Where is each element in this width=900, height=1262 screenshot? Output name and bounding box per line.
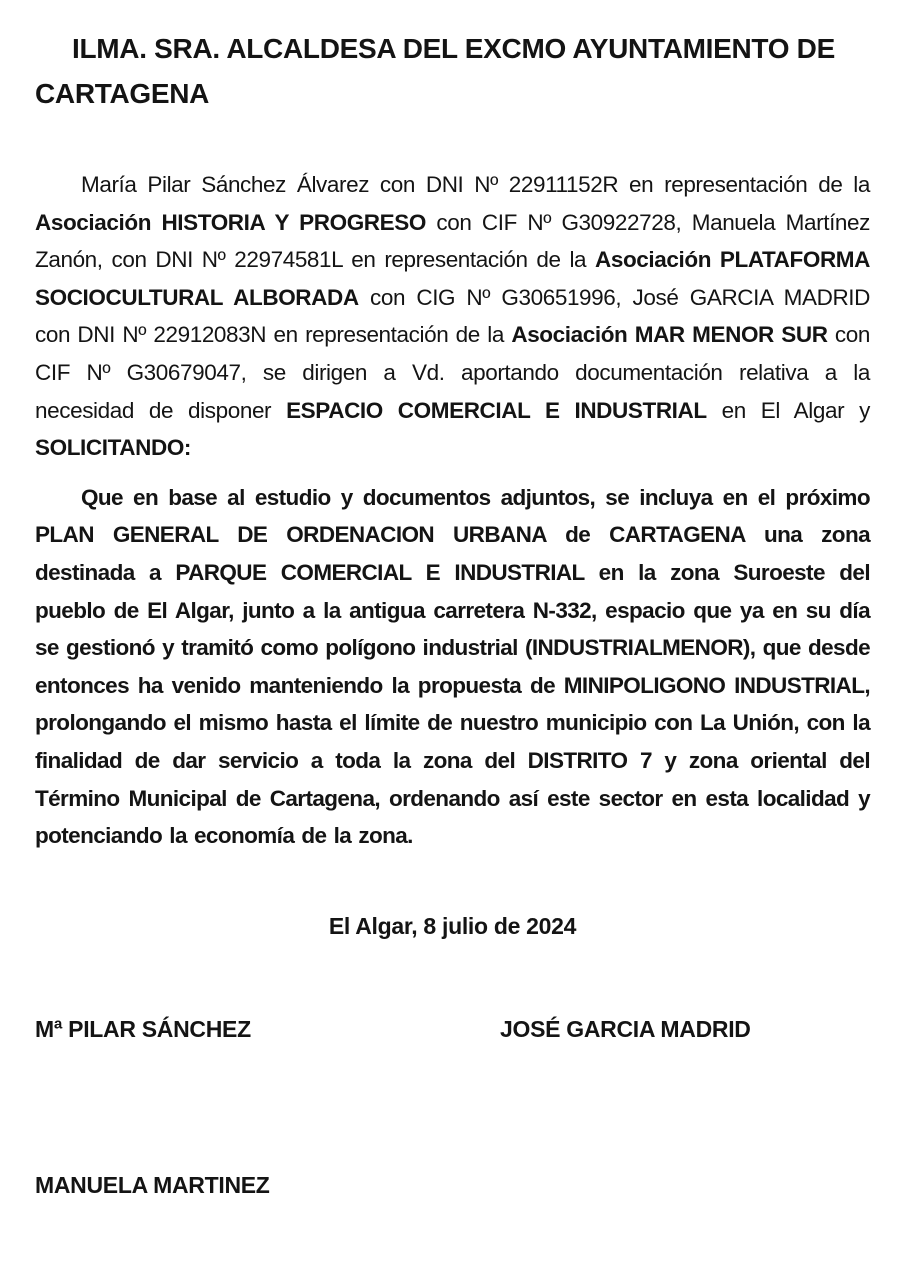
signature-manuela-martinez: MANUELA MARTINEZ [35,1171,270,1198]
signature-jose-garcia-madrid: JOSÉ GARCIA MADRID [500,1015,751,1042]
request-paragraph: Que en base al estudio y documentos adjuntos, se incluya en el próximo PLAN GENERAL DE ORDENACION URBANA de CARTAGENA una zona destinada a PARQUE COMERCIAL E INDUSTRIAL en la zona Suroeste del pueblo de El Algar, junto a la antigua carretera N-332, espacio que ya en su día se gestionó y tramitó como polígono industrial (INDUSTRIALMENOR), que desde entonces ha venido manteniendo la propuesta de MINIPOLIGONO INDUSTRIAL, prolongando el mismo hasta el límite de nuestro municipio con La Unión, con la finalidad de dar servicio a toda la zona del DISTRITO 7 y zona oriental del Término Municipal de Cartagena, ordenando así este sector en esta localidad y potenciando la economía de la zona. [35,484,870,849]
text-run-bold: SOLICITANDO: [35,435,192,461]
text-run: con CIG Nº G30651996, José GARCIA MADRID con DNI Nº 22912083N en representación de la [35,284,870,348]
signature-row [35,1016,870,1046]
text-run: en El Algar y [706,397,870,423]
text-run: con CIF Nº G30922728, Manuela Martínez Zanón, con DNI Nº 22974581L en representación de la [35,209,870,273]
text-run-bold: ESPACIO COMERCIAL E INDUSTRIAL [286,397,707,423]
text-run: María Pilar Sánchez Álvarez con DNI Nº 22911152R en representación de la [81,172,870,197]
text-run-bold: Asociación MAR MENOR SUR [511,322,828,348]
title-line-2: CARTAGENA [35,78,210,109]
text-run: con CIF Nº G30679047, se dirigen a Vd. aportando documentación relativa a la necesidad de disponer [35,322,870,423]
document-title [35,26,870,116]
intro-paragraph [35,166,870,467]
text-run-bold: Asociación HISTORIA Y PROGRESO [35,209,426,235]
text-run-bold: Asociación PLATAFORMA SOCIOCULTURAL ALBORADA [35,247,871,310]
title-line-1: ILMA. SRA. ALCALDESA DEL EXCMO AYUNTAMIENTO DE [72,33,835,64]
date-line: El Algar, 8 julio de 2024 [328,912,577,939]
signature-pilar-sanchez: Mª PILAR SÁNCHEZ [35,1015,251,1042]
